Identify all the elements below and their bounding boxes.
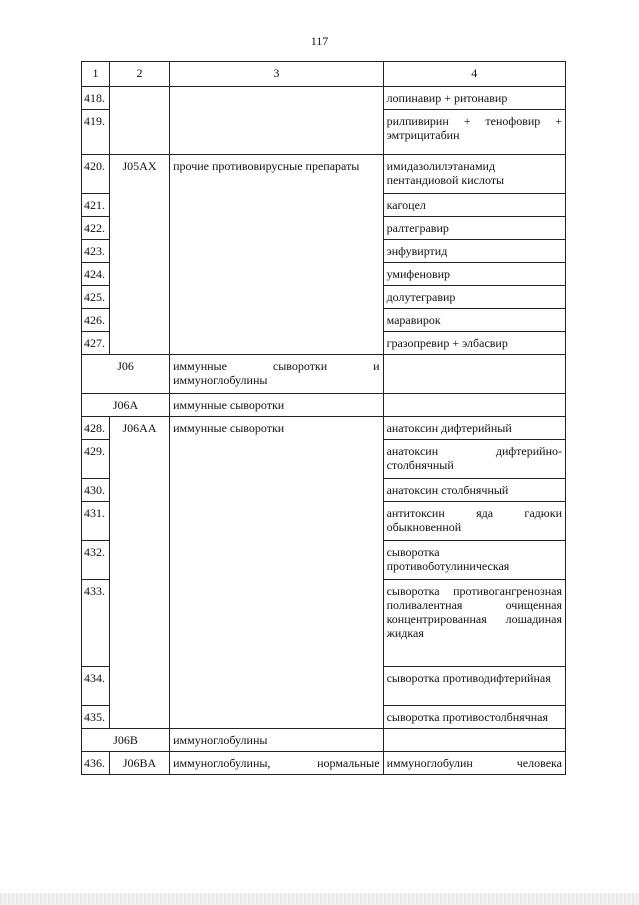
- drug-name: сыворотка противостолбнячная: [383, 706, 565, 729]
- atc-code: J06BA: [109, 752, 169, 775]
- atc-code: J05AX: [109, 155, 169, 355]
- drug-name: долутегравир: [383, 286, 565, 309]
- group-name: иммунные сыворотки и иммуноглобулины: [170, 355, 383, 394]
- table-header-row: [82, 62, 566, 87]
- drug-name: энфувиртид: [383, 240, 565, 263]
- section-row: [82, 355, 566, 394]
- row-number: 436.: [82, 752, 110, 775]
- table-row: [82, 155, 566, 194]
- scan-edge-strip: [0, 893, 639, 905]
- row-number: 420.: [82, 155, 110, 194]
- atc-code: J06AA: [109, 417, 169, 729]
- atc-code-cell: [109, 87, 169, 155]
- group-name: иммунные сыворотки: [170, 394, 383, 417]
- drug-name: ралтегравир: [383, 217, 565, 240]
- drug-name: [383, 729, 565, 752]
- drug-name: [383, 394, 565, 417]
- table-row: [82, 417, 566, 440]
- drug-name: маравирок: [383, 309, 565, 332]
- drug-name: сыворотка противодифтерийная: [383, 667, 565, 706]
- atc-code: J06: [82, 355, 170, 394]
- header-col-4: 4: [383, 62, 565, 87]
- row-number: 421.: [82, 194, 110, 217]
- drug-name: иммуноглобулин человека: [383, 752, 565, 775]
- group-name: прочие противовирусные препараты: [170, 155, 383, 355]
- drug-name: гразопревир + элбасвир: [383, 332, 565, 355]
- row-number: 434.: [82, 667, 110, 706]
- header-col-2: 2: [109, 62, 169, 87]
- header-col-3: 3: [170, 62, 383, 87]
- drug-list-table: [81, 61, 566, 775]
- drug-name: сыворотка противогангренозная поливалентная очищенная концентрированная лошадиная жидкая: [383, 580, 565, 667]
- row-number: 428.: [82, 417, 110, 440]
- drug-name: сыворотка противоботулиническая: [383, 541, 565, 580]
- page-number: 117: [310, 34, 329, 48]
- drug-name: анатоксин дифтерийный: [383, 417, 565, 440]
- drug-name: анатоксин дифтерийно-столбнячный: [383, 440, 565, 479]
- row-number: 432.: [82, 541, 110, 580]
- drug-name: анатоксин столбнячный: [383, 479, 565, 502]
- header-col-1: 1: [82, 62, 110, 87]
- group-name: иммуноглобулины, нормальные: [170, 752, 383, 775]
- row-number: 427.: [82, 332, 110, 355]
- row-number: 429.: [82, 440, 110, 479]
- section-row: [82, 394, 566, 417]
- drug-name: [383, 355, 565, 394]
- drug-name: умифеновир: [383, 263, 565, 286]
- drug-name: лопинавир + ритонавир: [383, 87, 565, 110]
- row-number: 419.: [82, 110, 110, 155]
- section-row: [82, 729, 566, 752]
- drug-name: антитоксин яда гадюки обыкновенной: [383, 502, 565, 541]
- drug-name: кагоцел: [383, 194, 565, 217]
- group-name-cell: [170, 87, 383, 155]
- row-number: 424.: [82, 263, 110, 286]
- row-number: 425.: [82, 286, 110, 309]
- row-number: 426.: [82, 309, 110, 332]
- atc-code: J06B: [82, 729, 170, 752]
- group-name: иммуноглобулины: [170, 729, 383, 752]
- drug-name: рилпивирин + тенофовир + эмтрицитабин: [383, 110, 565, 155]
- row-number: 423.: [82, 240, 110, 263]
- row-number: 435.: [82, 706, 110, 729]
- row-number: 433.: [82, 580, 110, 667]
- group-name: иммунные сыворотки: [170, 417, 383, 729]
- drug-name: имидазолилэтанамид пентандиовой кислоты: [383, 155, 565, 194]
- row-number: 418.: [82, 87, 110, 110]
- row-number: 422.: [82, 217, 110, 240]
- table-row: [82, 87, 566, 110]
- atc-code: J06A: [82, 394, 170, 417]
- row-number: 431.: [82, 502, 110, 541]
- row-number: 430.: [82, 479, 110, 502]
- table-row: [82, 752, 566, 775]
